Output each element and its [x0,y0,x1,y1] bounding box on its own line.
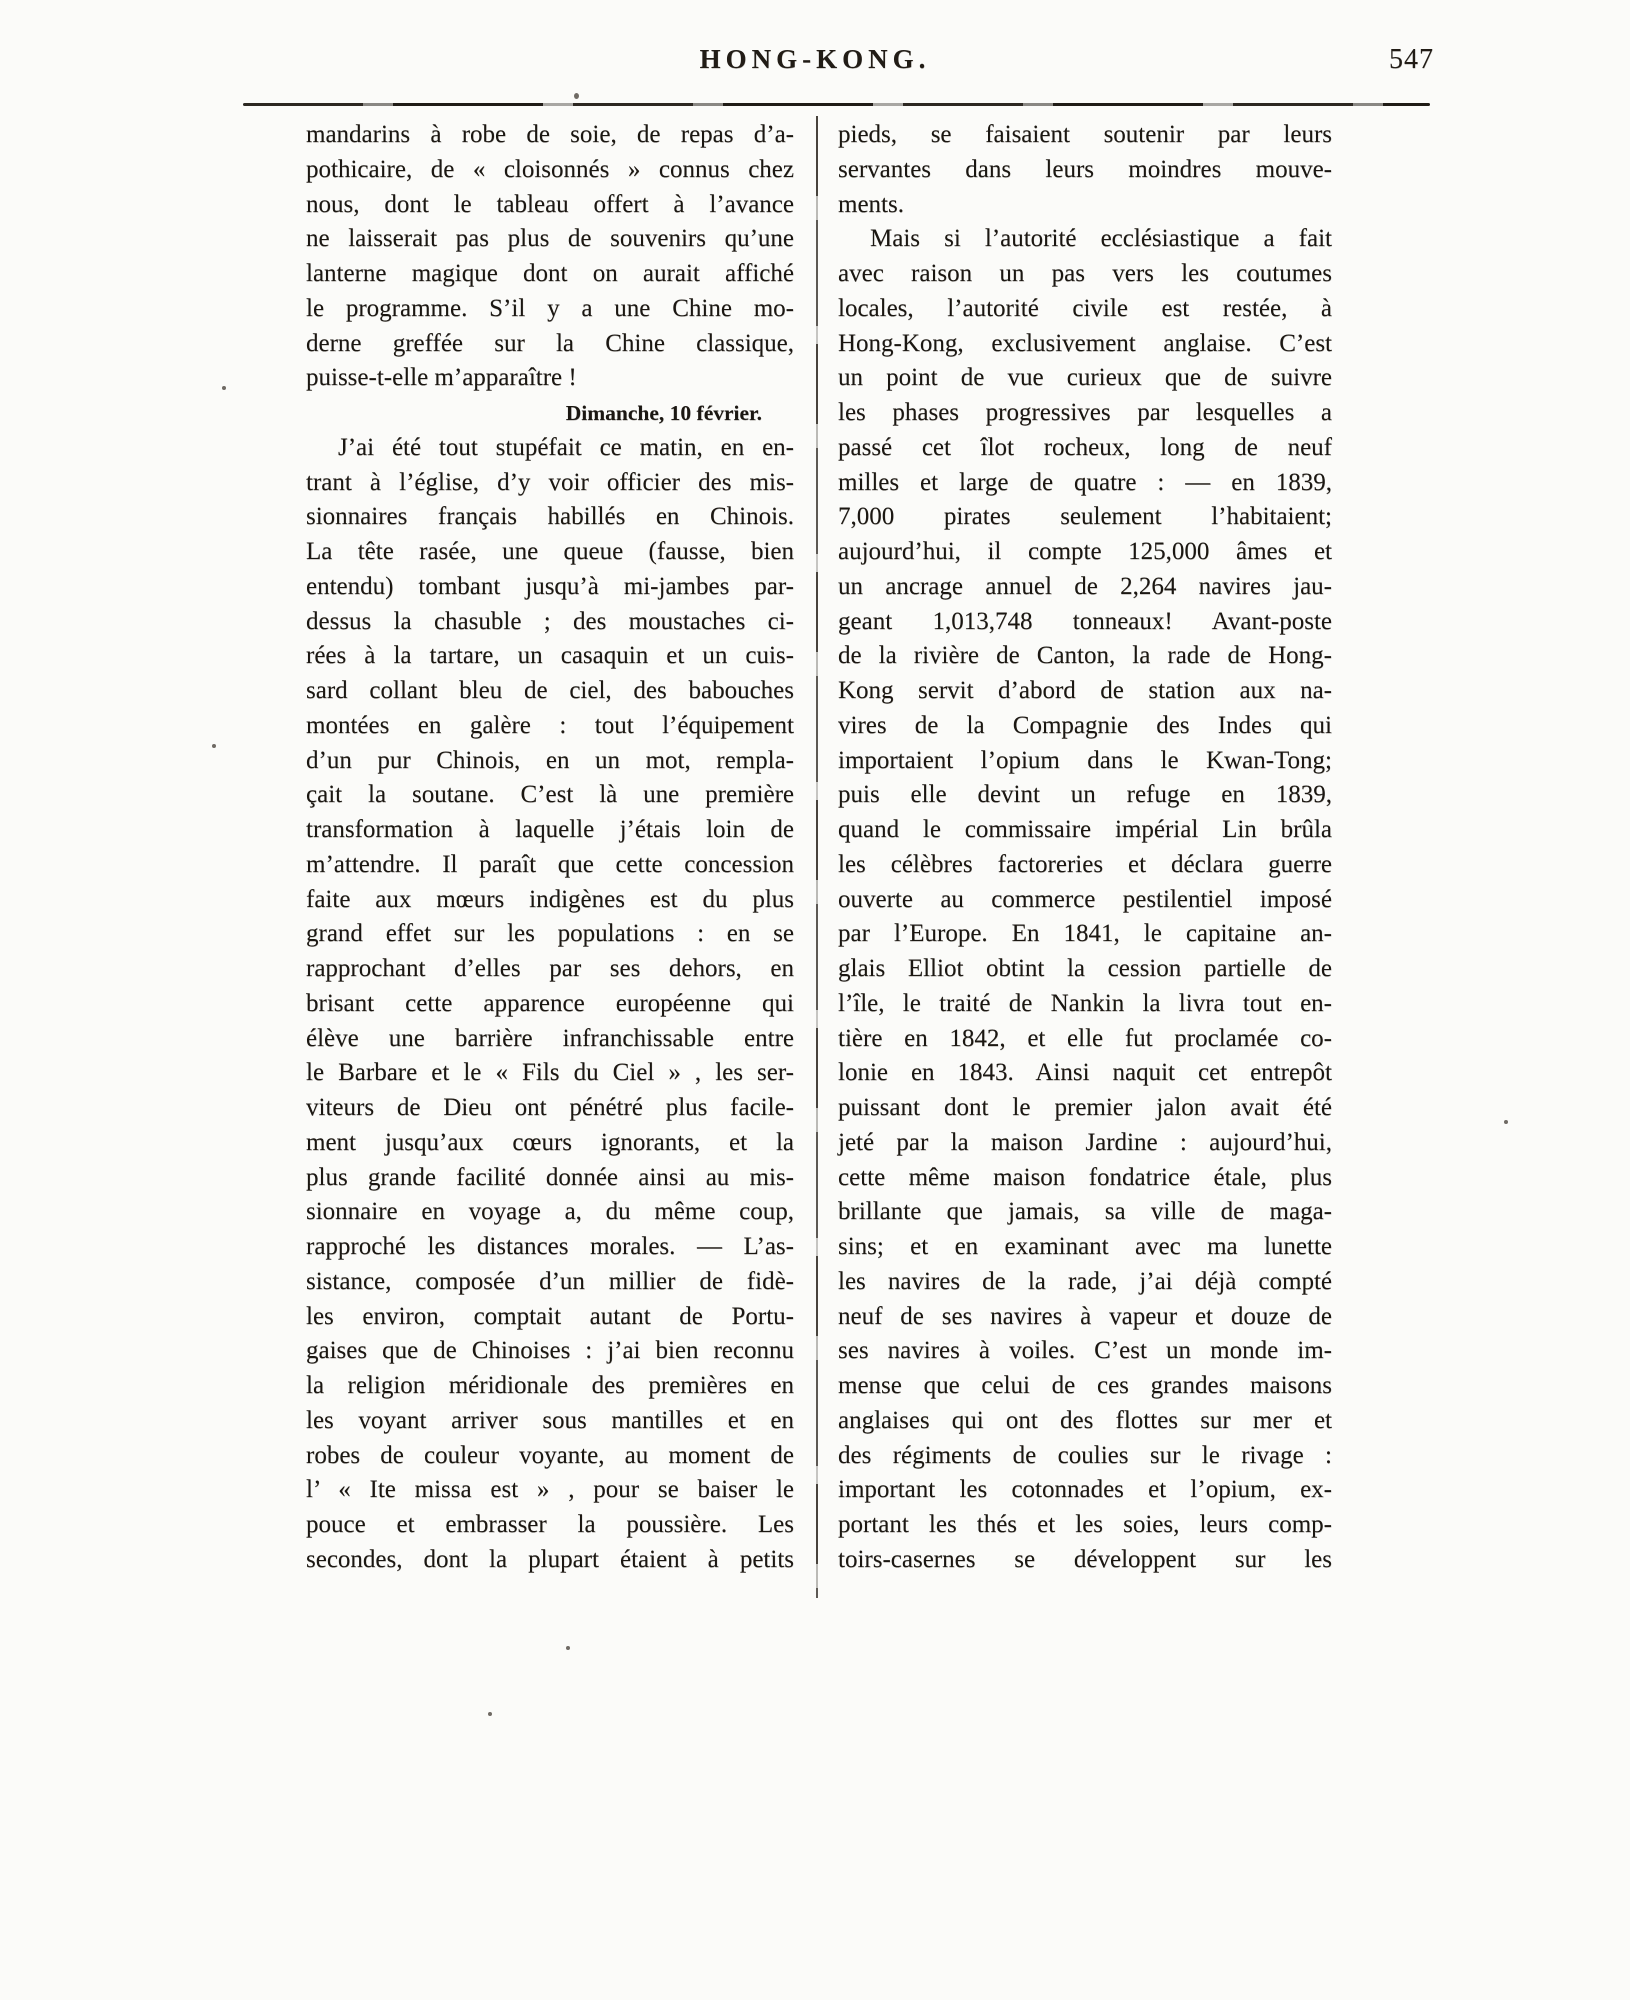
text-line: important les cotonnades et l’opium, ex- [838,1476,1332,1504]
text-line: aujourd’hui, il compte 125,000 âmes et [838,538,1332,565]
text-line: vires de la Compagnie des Indes qui [838,711,1332,739]
text-line: Mais si l’autorité ecclésiastique a fait [870,225,1332,253]
text-line: Kong servit d’abord de station aux na- [838,677,1332,704]
text-line: milles et large de quatre : — en 1839, [838,468,1332,496]
text-line: avec raison un pas vers les coutumes [838,260,1332,287]
text-line: jeté par la maison Jardine : aujourd’hui, [838,1128,1332,1156]
text-line: transformation à laquelle j’étais loin de [306,816,794,843]
dateline: Dimanche, 10 février. [565,401,762,425]
text-line: viteurs de Dieu ont pénétré plus facile- [306,1094,794,1121]
text-line: entendu) tombant jusqu’à mi-jambes par- [306,572,794,600]
text-line: un ancrage annuel de 2,264 navires jau- [838,572,1332,600]
left-column [306,118,794,1578]
text-line: des régiments de coulies sur le rivage : [838,1441,1332,1469]
text-line: La tête rasée, une queue (fausse, bien [306,538,794,565]
text-line: un point de vue curieux que de suivre [838,364,1332,392]
text-line: ments. [838,190,904,218]
text-line: grand effet sur les populations : en se [306,920,794,948]
scan-artifact [566,1646,570,1650]
scan-artifact [1504,1120,1508,1124]
text-line: trant à l’église, d’y voir officier des mis- [306,468,794,496]
text-line: lonie en 1843. Ainsi naquit cet entrepôt [838,1059,1332,1087]
text-line: puisse-t-elle m’apparaître ! [306,364,577,392]
text-line: sionnaire en voyage a, du même coup, [306,1198,794,1226]
text-line: ne laisserait pas plus de souvenirs qu’une [306,225,794,253]
text-line: sins; et en examinant avec ma lunette [838,1233,1332,1260]
text-line: servantes dans leurs moindres mouve- [838,155,1332,183]
column-divider [816,116,818,1598]
text-line: portant les thés et les soies, leurs comp- [838,1511,1332,1538]
text-line: d’un pur Chinois, en un mot, rempla- [306,746,794,774]
scan-artifact [574,93,579,99]
text-line: sistance, composée d’un millier de fidè- [306,1267,794,1295]
text-line: neuf de ses navires à vapeur et douze de [838,1302,1332,1330]
text-line: mandarins à robe de soie, de repas d’a- [306,121,794,148]
text-line: sionnaires français habillés en Chinois. [306,503,794,531]
text-line: ses navires à voiles. C’est un monde im- [838,1337,1332,1365]
text-line: pieds, se faisaient soutenir par leurs [838,121,1332,148]
text-line: rées à la tartare, un casaquin et un cuis- [306,642,794,670]
page-number: 547 [1389,44,1434,75]
scan-artifact [212,744,216,748]
text-line: rapprochant d’elles par ses dehors, en [306,955,794,982]
text-line: locales, l’autorité civile est restée, à [838,294,1332,322]
scan-artifact [222,386,226,390]
text-line: la religion méridionale des premières en [306,1372,794,1399]
text-line: J’ai été tout stupéfait ce matin, en en- [338,433,794,461]
text-line: élève une barrière infranchissable entre [306,1024,794,1052]
text-line: les célèbres factoreries et déclara guerre [838,850,1332,878]
text-line: sard collant bleu de ciel, des babouches [306,677,794,704]
text-line: les environ, comptait autant de Portu- [306,1302,794,1330]
text-line: les navires de la rade, j’ai déjà compté [838,1267,1332,1295]
text-line: plus grande facilité donnée ainsi au mis- [306,1163,794,1191]
text-line: montées en galère : tout l’équipement [306,711,794,739]
text-line: par l’Europe. En 1841, le capitaine an- [838,920,1332,948]
header-rule [243,103,1430,106]
text-line: de la rivière de Canton, la rade de Hong- [838,642,1332,670]
text-line: l’île, le traité de Nankin la livra tout en- [838,989,1332,1017]
text-line: puis elle devint un refuge en 1839, [838,781,1332,809]
text-line: çait la soutane. C’est là une première [306,781,794,809]
text-line: robes de couleur voyante, au moment de [306,1441,794,1469]
text-line: geant 1,013,748 tonneaux! Avant-poste [838,607,1332,635]
text-line: tière en 1842, et elle fut proclamée co- [838,1024,1332,1052]
text-line: brisant cette apparence européenne qui [306,989,794,1017]
text-line: pothicaire, de « cloisonnés » connus chez [306,155,794,183]
text-line: mense que celui de ces grandes maisons [838,1372,1332,1399]
text-line: brillante que jamais, sa ville de maga- [838,1198,1332,1226]
text-line: quand le commissaire impérial Lin brûla [838,816,1332,843]
text-line: importaient l’opium dans le Kwan-Tong; [838,746,1332,774]
page-header-title: HONG-KONG. [699,44,931,74]
text-line: secondes, dont la plupart étaient à petits [306,1545,794,1573]
text-line: nous, dont le tableau offert à l’avance [306,190,794,218]
text-line: l’ « Ite missa est » , pour se baiser le [306,1476,794,1504]
text-line: gaises que de Chinoises : j’ai bien reconnu [306,1337,794,1365]
text-line: pouce et embrasser la poussière. Les [306,1511,794,1538]
text-line: Hong-Kong, exclusivement anglaise. C’est [838,329,1332,357]
text-line: lanterne magique dont on aurait affiché [306,260,794,287]
text-line: dessus la chasuble ; des moustaches ci- [306,607,794,635]
text-line: glais Elliot obtint la cession partielle de [838,955,1332,982]
scan-artifact [488,1712,492,1716]
text-line: le Barbare et le « Fils du Ciel » , les ser- [306,1059,794,1087]
text-line: cette même maison fondatrice étale, plus [838,1163,1332,1191]
text-line: toirs-casernes se développent sur les [838,1545,1332,1573]
text-line: 7,000 pirates seulement l’habitaient; [838,503,1332,531]
text-line: anglaises qui ont des flottes sur mer et [838,1406,1332,1434]
text-line: passé cet îlot rocheux, long de neuf [838,433,1332,461]
text-line: puissant dont le premier jalon avait été [838,1094,1332,1121]
text-line: m’attendre. Il paraît que cette concession [306,850,794,878]
text-line: derne greffée sur la Chine classique, [306,329,794,357]
text-line: le programme. S’il y a une Chine mo- [306,294,794,322]
text-line: faite aux mœurs indigènes est du plus [306,885,794,913]
text-line: ouverte au commerce pestilentiel imposé [838,885,1332,913]
text-line: les phases progressives par lesquelles a [838,399,1332,426]
text-line: les voyant arriver sous mantilles et en [306,1406,794,1434]
text-line: ment jusqu’aux cœurs ignorants, et la [306,1128,794,1156]
text-line: rapproché les distances morales. — L’as- [306,1233,794,1260]
right-column [838,118,1332,1578]
